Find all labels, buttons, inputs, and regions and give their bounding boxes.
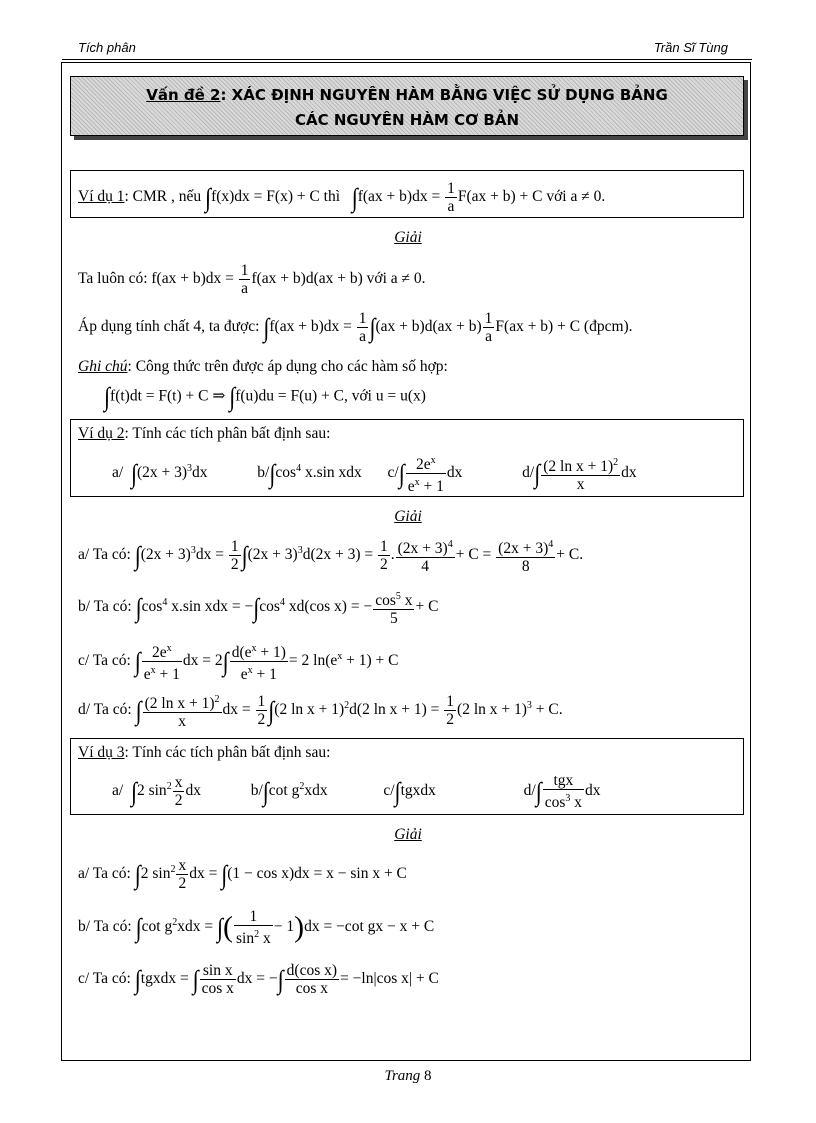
- sol2-c-t2: = 2 ln(e: [288, 652, 338, 670]
- solution1-line2: [78, 310, 633, 345]
- item-c-expr: tgxdx: [400, 782, 436, 800]
- sol2-b-t4: xd(cos x) = −: [284, 598, 373, 616]
- item-d-tail: dx: [621, 464, 637, 482]
- frac-den-tail: + 1: [419, 478, 444, 496]
- sol2-a-t1: (2x + 3): [140, 546, 191, 564]
- title-label: Vấn đề 2: [146, 86, 221, 104]
- note-formula: [104, 381, 426, 412]
- item-a-label: a/: [112, 782, 124, 800]
- item-d-tail: dx: [585, 782, 601, 800]
- solution3-b: b/ Ta có: ∫cot $g^2xdx$ = ∫( $\frac{1}{\sin^2 x}$ − 1)dx = −cot gx − x + C: [78, 908, 435, 948]
- solution-label-1: Giải: [394, 229, 422, 246]
- sol3-b-label: b/ Ta có:: [78, 918, 132, 936]
- sol2-c-t3: + 1) + C: [342, 652, 399, 670]
- item-b-tail: x.sin xdx: [301, 464, 362, 482]
- example1-math3: F(ax + b) + C với a ≠ 0.: [457, 188, 606, 206]
- integral-sign: ∫: [268, 694, 275, 725]
- fraction-1-2: $\frac{1}{2}$: [380, 538, 388, 574]
- integral-sign: ∫: [369, 311, 376, 342]
- sol2-d-t5: + C.: [531, 701, 563, 719]
- fraction-b: $\frac{\cos^5 x}{5}$: [373, 588, 414, 627]
- item-d-label: d/: [522, 464, 535, 482]
- sol2-b-t2: x.sin xdx = −: [167, 598, 254, 616]
- integral-sign: ∫: [351, 181, 358, 212]
- solution2-c: c/ Ta có: ∫ $\frac{2e^x}{e^x + 1}$ dx = 2∫ $\frac{d(e^x + 1)}{e^x + 1}$ = 2 $\ln(e^x + 1) + C$: [78, 640, 398, 683]
- fraction-c: $\frac{2e^x}{e^x + 1}$: [406, 452, 446, 495]
- sol3-a-t3: (1 − cos x)dx = x − sin x + C: [227, 865, 407, 883]
- sol1-text-b: f(ax + b)d(ax + b) với a ≠ 0.: [251, 270, 426, 288]
- fraction-1-2: $\frac{1}{2}$: [257, 693, 266, 729]
- sol2-b-label: b/ Ta có:: [78, 598, 132, 616]
- fraction-1-2: $\frac{1}{2}$: [446, 693, 455, 729]
- sol2-a-t4: d(2x + 3) =: [302, 546, 374, 564]
- example1-statement: [78, 180, 605, 215]
- frac-den: e: [407, 478, 415, 496]
- header-rule: [62, 59, 752, 60]
- item-b-label: b/: [250, 782, 263, 800]
- header-left: Tích phân: [78, 40, 136, 55]
- sol3-c-t2: dx = −: [236, 970, 278, 988]
- fraction-1-a: $\frac{1}{a}$: [484, 310, 493, 345]
- sol3-b-t3: − 1: [273, 918, 295, 936]
- integral-sign: ∫: [192, 963, 199, 994]
- frac-den-tail: x: [570, 794, 583, 812]
- integral-sign: ∫: [269, 458, 276, 489]
- integral-sign: ∫: [253, 591, 260, 622]
- integral-sign: ∫: [205, 181, 212, 212]
- fraction-a-8: $\frac{(2x + 3)^4}{8}$: [496, 536, 555, 575]
- sol3-a-label: a/ Ta có:: [78, 865, 131, 883]
- frac-num: (2 ln x + 1): [543, 458, 614, 476]
- example2-text: : Tính các tích phân bất định sau:: [124, 425, 331, 442]
- sol3-a-t2: dx =: [189, 865, 218, 883]
- frac-den: x: [576, 476, 585, 494]
- section-title: [70, 76, 744, 136]
- sol2-a-t3: (2x + 3): [247, 546, 298, 564]
- title-line2: CÁC NGUYÊN HÀM CƠ BẢN: [294, 111, 520, 129]
- fraction-sin: $\frac{1}{\sin^2 x}$: [235, 908, 271, 948]
- integral-sign: ∫: [130, 775, 137, 806]
- integral-sign: ∫: [222, 646, 229, 677]
- note-line: [78, 358, 448, 376]
- sol1-text-d: f(ax + b)dx =: [269, 318, 352, 336]
- integral-sign: ∫: [398, 458, 405, 489]
- paren-right: ): [294, 910, 305, 944]
- example2-statement: [78, 425, 330, 443]
- fraction-x-2: $\frac{x}{2}$: [178, 857, 187, 892]
- item-a-label: a/: [112, 464, 124, 482]
- sol2-a-t7: + C.: [556, 546, 584, 564]
- item-a-tail: dx: [192, 464, 208, 482]
- frac-num: 2e: [416, 456, 431, 474]
- integral-sign: ∫: [134, 539, 141, 570]
- sol2-a-t6: + C =: [455, 546, 492, 564]
- integral-sign: ∫: [241, 539, 248, 570]
- integral-sign: ∫: [394, 775, 401, 806]
- sol2-b-t5: + C: [415, 598, 439, 616]
- title-line1: : XÁC ĐỊNH NGUYÊN HÀM BẰNG VIỆC SỬ DỤNG BẢNG: [220, 86, 668, 104]
- solution3-a: a/ Ta có: ∫2 $\sin^2$ $\frac{x}{2}$ dx = ∫(1 − cos x)dx = x − sin x + C: [78, 857, 407, 892]
- fraction-d: $\frac{\text{tgx}}{\cos^3 x}$: [544, 772, 583, 812]
- example3-statement: [78, 744, 330, 762]
- integral-sign: ∫: [229, 381, 236, 412]
- integral-sign: ∫: [135, 694, 142, 725]
- item-b-expr: cos: [275, 464, 297, 482]
- sol2-d-t4: (2 ln x + 1): [457, 701, 527, 719]
- integral-sign: ∫: [134, 858, 141, 889]
- solution2-b: b/ Ta có: $\int\cos^4$ x.sin xdx = $-\int\cos^4$ xd(cos x) = − $\frac{\cos^5 x}{5}$ + C: [78, 588, 438, 627]
- fraction-1-a: $\frac{1}{a}$: [358, 310, 367, 345]
- sol3-b-t2: xdx =: [177, 918, 214, 936]
- item-b-label: b/: [257, 464, 270, 482]
- sol2-d-t2: (2 ln x + 1): [274, 701, 345, 719]
- solution3-c: [78, 962, 439, 997]
- fraction-1-a: $\frac{1}{a}$: [240, 262, 249, 297]
- item-c-label: c/: [387, 464, 399, 482]
- sol2-a-t2: dx =: [195, 546, 224, 564]
- sol1-text-a: Ta luôn có: f(ax + b)dx =: [78, 270, 234, 288]
- fraction-sincos: $\frac{\text{sin x}}{\text{cos x}}$: [201, 962, 234, 997]
- example1-math1: f(x)dx = F(x) + C thì: [211, 188, 341, 206]
- integral-sign: ∫: [221, 858, 228, 889]
- integral-sign: ∫: [277, 963, 284, 994]
- example1-text: : CMR , nếu: [124, 188, 202, 206]
- sol2-c-label: c/ Ta có:: [78, 652, 131, 670]
- integral-sign: ∫: [135, 591, 142, 622]
- sol2-a-label: a/ Ta có:: [78, 546, 131, 564]
- sol3-b-t1: cot g: [141, 918, 173, 936]
- paren-left: (: [222, 910, 233, 944]
- page-number: 8: [424, 1068, 432, 1084]
- fraction-d: $\frac{(2 \ln x + 1)^2}{x}$: [541, 454, 620, 493]
- sol2-d-t1: dx =: [222, 701, 251, 719]
- integral-sign: ∫: [216, 911, 223, 942]
- item-b-tail: xdx: [304, 782, 328, 800]
- integral-sign: ∫: [534, 458, 541, 489]
- note-label: Ghi chú: [78, 358, 128, 375]
- footer-label: Trang: [384, 1068, 421, 1084]
- item-a-expr: 2 sin: [136, 782, 167, 800]
- sol2-d-label: d/ Ta có:: [78, 701, 132, 719]
- header-right: Trần Sĩ Tùng: [653, 40, 728, 55]
- sol1-text-e: (ax + b)d(ax + b): [375, 318, 482, 336]
- integral-sign: ∫: [262, 775, 269, 806]
- sol3-c-t3: = −ln|cos x| + C: [340, 970, 439, 988]
- example3-label: Ví dụ 3: [78, 744, 125, 761]
- note-text: : Công thức trên được áp dụng cho các hàm số hợp:: [127, 358, 448, 375]
- integral-sign: ∫: [535, 775, 542, 806]
- fraction-dcos: $\frac{\text{d(cos x)}}{\text{cos x}}$: [286, 962, 338, 997]
- sol1-text-c: Áp dụng tính chất 4, ta được:: [78, 318, 260, 336]
- note-formula-a: f(t)dt = F(t) + C ⇒: [110, 387, 226, 405]
- sol2-a-t5: .: [390, 546, 395, 564]
- solution2-a: a/ Ta có: $\int(2x + 3)^3dx$ = $\frac{1}{2}$ $\int(2x + 3)^3d(2x + 3)$ = $\frac{1}{2}$ . $\frac{(2x + 3)^4}{4}$ + C = $\frac{(2x + 3)^4}{8}$ + C.: [78, 536, 583, 575]
- solution2-d: d/ Ta có: ∫ $\frac{(2 \ln x + 1)^2}{x}$ dx = $\frac{1}{2}$ ∫(2 ln x + 1)$^2$d(2 ln x + 1) = $\frac{1}{2}$ (2 ln x + 1)$^3$ + C.: [78, 691, 563, 730]
- fraction-1-2: $\frac{1}{2}$: [230, 538, 239, 574]
- page-footer: [0, 1068, 816, 1085]
- solution-label-2: Giải: [394, 508, 422, 525]
- example1-math2: f(ax + b)dx =: [357, 188, 441, 206]
- sol2-b-t1: cos: [141, 598, 163, 616]
- fraction-c1: $\frac{2e^x}{e^x + 1}$: [142, 640, 182, 683]
- sol3-c-label: c/ Ta có:: [78, 970, 131, 988]
- fraction-c2: $\frac{d(e^x + 1)}{e^x + 1}$: [230, 640, 288, 683]
- fraction-d1: $\frac{(2 \ln x + 1)^2}{x}$: [143, 691, 222, 730]
- note-formula-b: f(u)du = F(u) + C, với u = u(x): [235, 387, 426, 405]
- integral-sign: ∫: [135, 911, 142, 942]
- item-a-tail: dx: [185, 782, 201, 800]
- sol1-text-f: F(ax + b) + C (đpcm).: [495, 318, 633, 336]
- item-d-label: d/: [523, 782, 536, 800]
- item-b-expr: cot g: [268, 782, 300, 800]
- sol3-c-t1: tgxdx =: [140, 970, 189, 988]
- item-c-label: c/: [383, 782, 395, 800]
- example2-label: Ví dụ 2: [78, 425, 125, 442]
- example2-items: a/ $\int(2x + 3)^3dx$ $b/\int\cos^4$ x.sin xdx c/∫ $\frac{2e^x}{e^x + 1}$ dx d/∫ $\frac{(2 \ln x + 1)^2}{x}$ dx: [112, 452, 712, 495]
- sol2-c-t1: dx = 2: [182, 652, 223, 670]
- solution1-line1: [78, 262, 426, 297]
- solution-label-3: Giải: [394, 826, 422, 843]
- fraction-a-4: $\frac{(2x + 3)^4}{4}$: [396, 536, 455, 575]
- example3-text: : Tính các tích phân bất định sau:: [124, 744, 331, 761]
- item-a-expr: (2x + 3): [136, 464, 188, 482]
- integral-sign: ∫: [130, 458, 137, 489]
- sol3-a-t1: 2 sin: [140, 865, 171, 883]
- example1-label: Ví dụ 1: [78, 188, 125, 206]
- sol2-d-t3: d(2 ln x + 1) =: [349, 701, 440, 719]
- example3-items: a/ ∫2 $\sin^2$ $\frac{x}{2}$ dx b/∫cot $g^2xdx$ c/∫tgxdx d/∫ $\frac{\text{tgx}}{\cos^3 x}$ dx: [112, 772, 601, 812]
- fraction-1-a: $\frac{1}{a}$: [447, 180, 455, 215]
- fraction-x-2: $\frac{x}{2}$: [174, 774, 183, 810]
- frac-den: cos: [544, 794, 566, 812]
- integral-sign: ∫: [104, 381, 111, 412]
- item-c-tail: dx: [446, 464, 463, 482]
- sol2-b-t3: cos: [259, 598, 280, 616]
- integral-sign: ∫: [134, 963, 141, 994]
- integral-sign: ∫: [263, 311, 270, 342]
- sol3-b-t4: dx = −cot gx − x + C: [304, 918, 435, 936]
- integral-sign: ∫: [134, 646, 141, 677]
